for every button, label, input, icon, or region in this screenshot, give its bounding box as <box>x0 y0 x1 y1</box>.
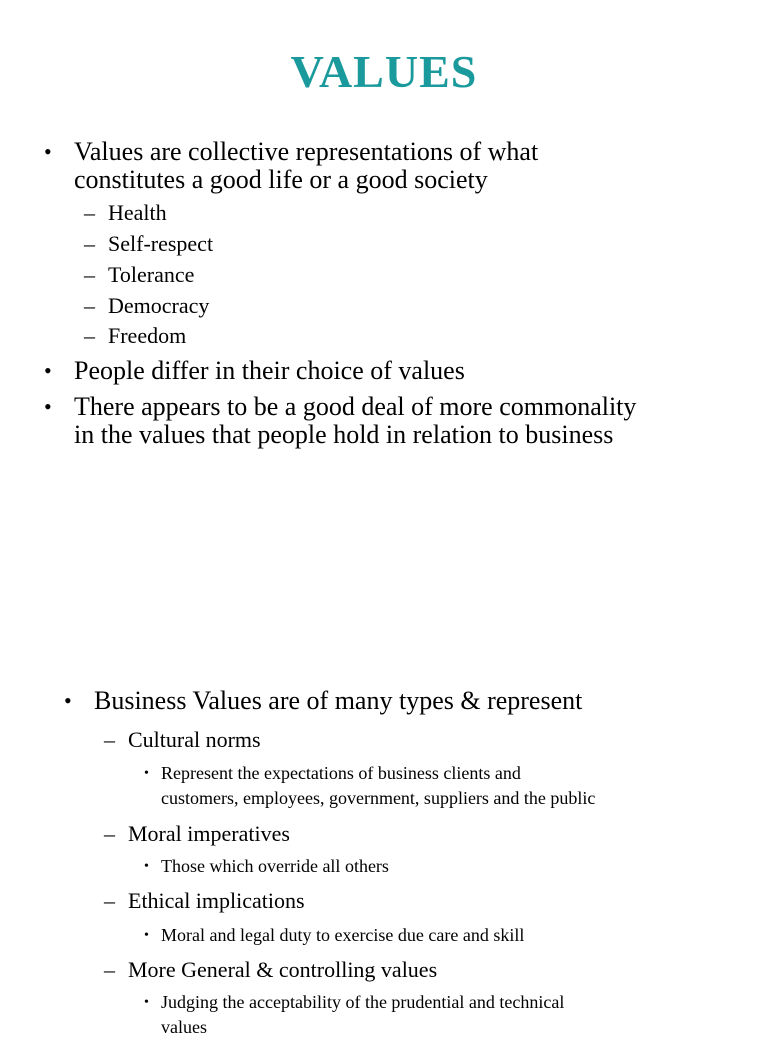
bullet-commonality <box>44 393 636 449</box>
detail-text: Moral and legal duty to exercise due care and skill <box>161 925 525 945</box>
bullet-text: Values are collective representations of what constitutes a good life or a good society <box>74 137 539 194</box>
item-cultural-norms <box>104 727 261 753</box>
item-moral-imperatives <box>104 821 290 847</box>
sub-item-text: Health <box>108 200 167 225</box>
item-label: More General & controlling values <box>128 957 438 982</box>
bullet-icon: • <box>44 139 52 164</box>
bullet-icon: • <box>144 928 149 943</box>
item-general-controlling-values <box>104 957 437 983</box>
bullet-text: People differ in their choice of values <box>74 356 465 385</box>
item-ethical-implications <box>104 888 305 914</box>
dash-icon: – <box>84 293 95 318</box>
dash-icon: – <box>104 888 115 913</box>
sub-item-text: Self-respect <box>108 231 214 256</box>
bullet-icon: • <box>64 688 72 713</box>
detail-cultural-norms <box>144 761 595 811</box>
detail-general-controlling-values <box>144 990 564 1040</box>
bullet-business-values <box>64 687 582 715</box>
bullet-icon: • <box>144 766 149 781</box>
bullet-values-definition <box>44 138 538 194</box>
item-label: Ethical implications <box>128 888 305 913</box>
detail-text: Those which override all others <box>161 856 389 876</box>
dash-icon: – <box>104 821 115 846</box>
sub-item-self-respect <box>84 231 213 257</box>
sub-item-freedom <box>84 323 186 349</box>
detail-text: Judging the acceptability of the prudential and technical values <box>161 992 565 1037</box>
dash-icon: – <box>84 200 95 225</box>
bullet-icon: • <box>144 859 149 874</box>
item-label: Cultural norms <box>128 727 261 752</box>
sub-item-health <box>84 200 167 226</box>
dash-icon: – <box>84 323 95 348</box>
bullet-icon: • <box>44 358 52 383</box>
sub-item-text: Tolerance <box>108 262 195 287</box>
detail-moral-imperatives <box>144 854 389 879</box>
sub-item-tolerance <box>84 262 194 288</box>
detail-ethical-implications <box>144 923 524 948</box>
dash-icon: – <box>84 262 95 287</box>
bullet-text: There appears to be a good deal of more commonality in the values that people hold in relation to business <box>74 392 637 449</box>
dash-icon: – <box>104 957 115 982</box>
sub-item-text: Democracy <box>108 293 210 318</box>
bullet-people-differ <box>44 357 465 385</box>
bullet-icon: • <box>144 995 149 1010</box>
dash-icon: – <box>104 727 115 752</box>
sub-item-democracy <box>84 293 209 319</box>
dash-icon: – <box>84 231 95 256</box>
detail-text: Represent the expectations of business clients and customers, employees, government, suppliers and the public <box>161 763 596 808</box>
bullet-icon: • <box>44 394 52 419</box>
item-label: Moral imperatives <box>128 821 290 846</box>
sub-item-text: Freedom <box>108 323 187 348</box>
bullet-text: Business Values are of many types & represent <box>94 686 583 715</box>
slide-title: VALUES <box>290 46 478 97</box>
